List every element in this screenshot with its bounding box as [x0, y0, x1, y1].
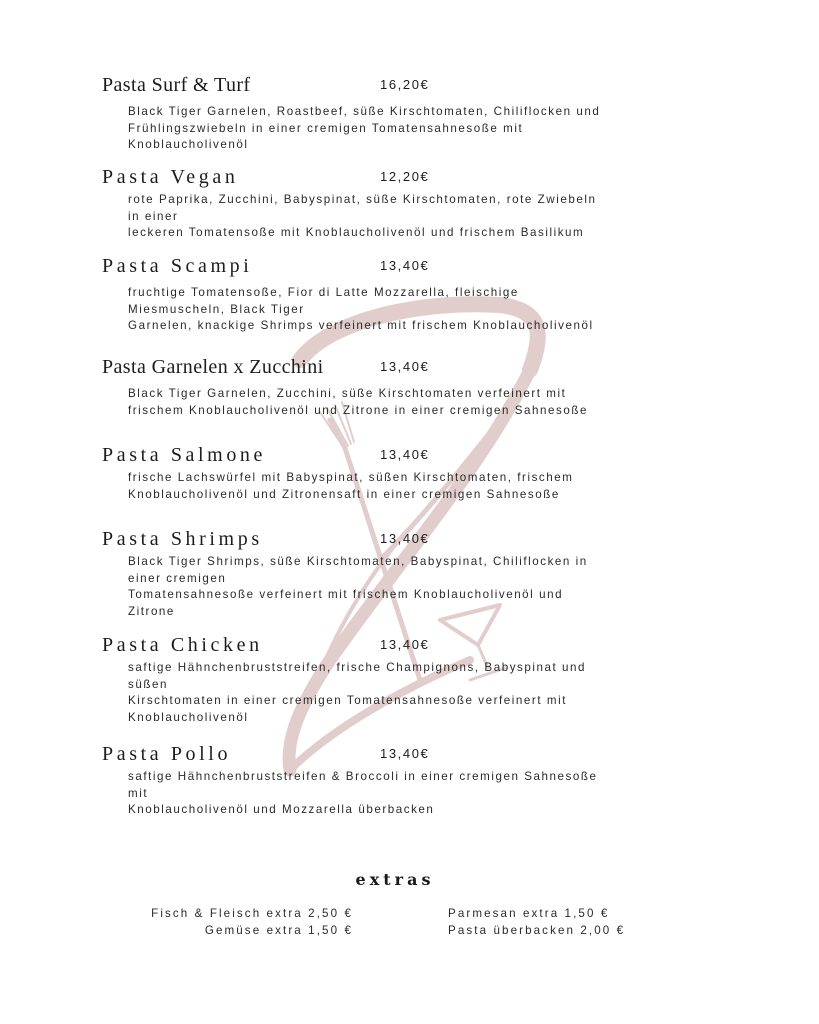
- extras-heading: extras: [355, 870, 435, 889]
- item-title: Pasta Surf & Turf: [102, 74, 251, 96]
- item-title: Pasta Chicken: [102, 634, 263, 656]
- extra-item: Pasta überbacken 2,00 €: [448, 923, 626, 937]
- extra-item: Fisch & Fleisch extra 2,50 €: [151, 907, 353, 920]
- item-price: 13,40€: [380, 637, 430, 652]
- item-price: 13,40€: [380, 746, 430, 761]
- item-description: Black Tiger Garnelen, Zucchini, süße Kirschtomaten verfeinert mit frischem Knoblaucholivenöl und Zitrone in einer cremigen Sahnesoße: [128, 387, 588, 417]
- menu-item-pasta-salmone: [102, 444, 742, 503]
- item-title: Pasta Garnelen x Zucchini: [102, 356, 324, 378]
- item-price: 13,40€: [380, 531, 430, 546]
- extras-right-column: [448, 906, 625, 939]
- item-description: Black Tiger Garnelen, Roastbeef, süße Kirschtomaten, Chiliflocken und Frühlingszwiebeln in einer cremigen Tomatensahnesoße mit Knoblaucholivenöl: [128, 105, 601, 151]
- item-description: frische Lachswürfel mit Babyspinat, süßen Kirschtomaten, frischem Knoblaucholivenöl und Zitronensaft in einer cremigen Sahnesoße: [128, 471, 574, 501]
- item-price: 13,40€: [380, 359, 430, 374]
- menu-item-pasta-vegan: [102, 166, 742, 242]
- item-description: saftige Hähnchenbruststreifen & Broccoli in einer cremigen Sahnesoße mit Knoblaucholivenöl und Mozzarella überbacken: [128, 770, 598, 816]
- item-price: 13,40€: [380, 447, 430, 462]
- menu-item-pasta-pollo: [102, 743, 742, 819]
- item-title: Pasta Vegan: [102, 166, 239, 188]
- item-title: Pasta Salmone: [102, 444, 267, 466]
- item-description: fruchtige Tomatensoße, Fior di Latte Mozzarella, fleischige Miesmuscheln, Black Tiger Garnelen, knackige Shrimps verfeinert mit frischem Knoblaucholivenöl: [128, 286, 594, 332]
- menu-item-pasta-scampi: [102, 255, 742, 335]
- menu-item-pasta-shrimps: [102, 528, 742, 620]
- menu-item-pasta-surf-turf: [102, 74, 742, 154]
- item-description: Black Tiger Shrimps, süße Kirschtomaten, Babyspinat, Chiliflocken in einer cremigen Tomatensahnesoße verfeinert mit frischem Knoblaucholivenöl und Zitrone: [128, 555, 588, 618]
- extras-left-column: [151, 906, 353, 939]
- extra-item: Gemüse extra 1,50 €: [204, 923, 353, 937]
- item-title: Pasta Pollo: [102, 743, 232, 765]
- item-price: 16,20€: [380, 77, 430, 92]
- item-description: saftige Hähnchenbruststreifen, frische Champignons, Babyspinat und süßen Kirschtomaten in einer cremigen Tomatensahnesoße verfeinert mit Knoblaucholivenöl: [128, 661, 587, 724]
- item-title: Pasta Shrimps: [102, 528, 263, 550]
- item-description: rote Paprika, Zucchini, Babyspinat, süße Kirschtomaten, rote Zwiebeln in einer leckeren Tomatensoße mit Knoblaucholivenöl und frischem Basilikum: [128, 193, 597, 239]
- item-title: Pasta Scampi: [102, 255, 253, 277]
- item-price: 13,40€: [380, 258, 430, 273]
- extra-item: Parmesan extra 1,50 €: [448, 907, 610, 920]
- item-price: 12,20€: [380, 169, 430, 184]
- menu-item-pasta-chicken: [102, 634, 742, 726]
- menu-item-pasta-garnelen-zucchini: [102, 356, 742, 419]
